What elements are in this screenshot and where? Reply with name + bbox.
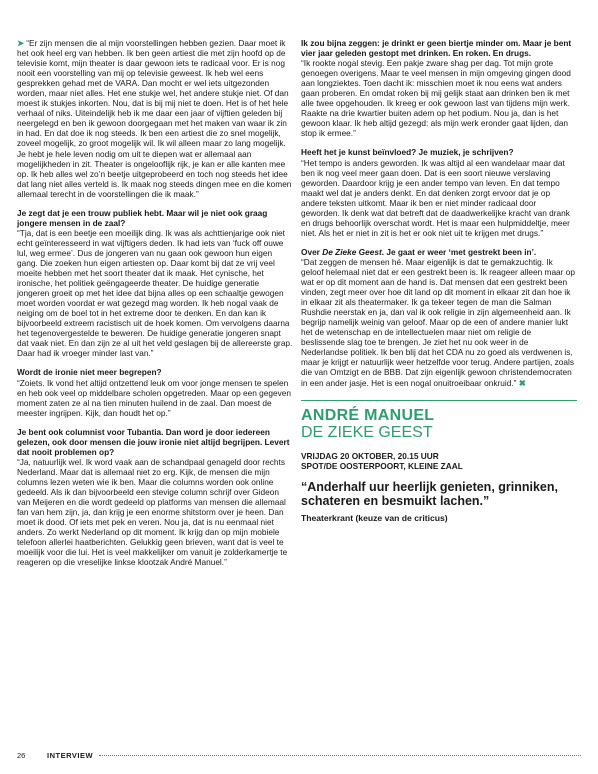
performance-info: VRIJDAG 20 OKTOBER, 20.15 UUR SPOT/DE OOSTERPOORT, KLEINE ZAAL <box>301 450 463 472</box>
end-mark-icon: ✖ <box>518 377 526 388</box>
section-label: INTERVIEW <box>47 751 94 760</box>
show-title-italic: De Zieke Geest <box>322 246 382 257</box>
question: Ik zou bijna zeggen: je drinkt er geen biertje minder om. Maar je bent vier jaar geleden gestopt met drinken. En roken. En drugs. <box>301 38 572 59</box>
left-column <box>17 38 293 576</box>
question: Je bent ook columnist voor Tubantia. Dan word je door iedereen gelezen, ook door mensen die jouw ironie niet altijd begrijpen. Levert dat nooit problemen op? <box>17 426 290 457</box>
answer: “Ik rookte nogal stevig. Een pakje zware shag per dag. Tot mijn grote genoegen overigens. Maar te veel mensen in mijn omgeving gingen dood aan longziektes. Toen dacht ik: misschien moet ik nou eens wat anders gaan proberen. En omdat roken bij mij gelijk staat aan drinken ben ik met alle twee opgehouden. Ik kreeg er ook gewoon last van tijdens mijn werk. Raakte na drie kwartier buiten adem op het podium. Nou ja, dan is het gewoon klaar. Ik heb altijd gezegd: als mijn werk eronder gaat lijden, dan stop ik ermee.” <box>301 58 571 139</box>
show-title: DE ZIEKE GEEST <box>301 423 433 441</box>
answer: “Tja, dat is een beetje een moeilijk ding. Ik was als achttienjarige ook niet echt geïnteresseerd in wat vijftigers deden. Ik had iets van ‘fuck off ouwe lul, weg ermee’. Dus de jongeren van nu gaan ook gewoon hun eigen gang. Die zoeken hun eigen artiesten op. Daar komt bij dat ze vrij veel moeite hebben met het soort theater dat ik maak. Het cynische, het ironische, het politiek geëngageerde theater. De huidige generatie jongeren groeit op met het idee dat bijna alles op een schaaltje gewogen moet worden voordat er wat gezegd mag worden. Ik heb nogal vaak de neiging om de boel tot in het extreme door te denken. En dan kan ik bijvoorbeeld extreem racistisch uit de hoek komen. Om vervolgens daarna het tegenovergestelde te beweren. De huidige generatie jongeren snapt dat vaak niet. En dan zijn ze al uit het veld geslagen bij de allereerste grap. Daar had ik vroeger minder last van.” <box>17 227 293 359</box>
arrow-icon: ➤ <box>17 38 24 48</box>
right-column <box>301 38 577 523</box>
question: Heeft het je kunst beïnvloed? Je muziek, je schrijven? <box>301 147 514 158</box>
infobox-divider <box>301 400 577 401</box>
answer: “Ja, natuurlijk wel. Ik word vaak aan de schandpaal genageld door rechts Nederland. Maar dat is allemaal niet zo erg. Kijk, de mensen die mijn columns lezen weten wie ik ben. Maar die columns worden ook online gedeeld. Als ik dan bijvoorbeeld een stevige column schrijf over Gideon van Meijeren en die wordt gedeeld op platforms van mensen die allemaal fan van hem zijn, ja, dan krijg je een enorme shitstorm over je heen. Dan moet ik dood. Of iets met pek en veren. Nou ja, dat is nu eenmaal niet anders. Zo werkt Nederland op dit moment. Ik krijg dan op mijn mobiele telefoon allerlei haatberichten. Gelukkig geen brieven, want dat is veel te moeilijk voor die lui. Het is veel makkelijker om vanuit je zolderkamertje te reageren op die vreselijke linkse klootzak André Manuel.” <box>17 456 288 568</box>
artist-name: ANDRÉ MANUEL <box>301 406 435 424</box>
question: Wordt de ironie niet meer begrepen? <box>17 367 162 378</box>
page-number: 26 <box>17 751 26 760</box>
intro-paragraph: ➤ “Er zijn mensen die al mijn voorstellingen hebben gezien. Daar moet ik het ook heel erg van hebben. Ik ben geen artiest die met zijn hoofd op de televisie komt, mijn theater is daar gewoon iets te radicaal voor. Er is nog nooit een voorstelling van mij op televisie geweest. Ik heb wel eens gesprekken gehad met de VARA. Dan mocht er wel iets uitgezonden worden, maar niet alles. Het ene stukje wel, het andere stukje niet. Of dan moest ik stukjes inkorten. Nou, dat is bij mij niet te doen. Het is of het hele verhaal of niks. Uiteindelijk heb ik me daar een jaar of vijftien geleden bij neergelegd en ben ik gewoon doorgegaan met het maken van waar ik zin in had. En dat doe ik nog steeds. Ik ben een artiest die zo snel mogelijk, zoveel mogelijk, zo groot mogelijk wil. Ik wil alleen maar zo lang mogelijk. Je hebt je hele leven nodig om uit te diepen wat er allemaal aan mogelijkheden in zit. Theater is ongelooflijk rijk, je kan er alle kanten mee op. Ik heb alles wel zo’n beetje uitgeprobeerd en toch nog steeds het idee dat lang niet alles verteld is. Ik maak nog steeds dingen mee en die komen allemaal terecht in de voorstellingen die ik maak.” <box>17 38 292 199</box>
dotted-rule <box>99 755 581 756</box>
answer: “Zoiets. Ik vond het altijd ontzettend leuk om voor jonge mensen te spelen en heb ook veel op middelbare scholen opgetreden. Maar op een gegeven moment zaten ze al na tien minuten huilend in de zaal. Dan moest de meester ingrijpen. Kijk, dan houdt het op.” <box>17 377 291 418</box>
review-quote: “Anderhalf uur heerlijk genieten, grinniken, schateren en besmuikt lachen.” <box>301 479 558 509</box>
answer: “Het tempo is anders geworden. Ik was altijd al een wandelaar maar dat ben ik nog veel meer gaan doen. Dat is een soort nieuwe verslaving geworden. Daardoor krijg je een ander tempo van leven. En dat tempo maakt wel dat je anders denkt. En dat denken zorgt ervoor dat je op andere teksten uitkomt. Maar ik ben er niet minder radicaal door geworden. Ik denk wat dat betreft dat de daadwerkelijke kracht van drank en drugs behoorlijk overschat wordt. Het is maar een hulpmiddeltje, meer niet. Als het er niet in zit is het er ook niet uit te krijgen met drugs.” <box>301 157 570 238</box>
question: Over De Zieke Geest. Je gaat er weer ‘met gestrekt been in’. <box>301 246 537 257</box>
answer: “Dat zeggen de mensen hé. Maar eigenlijk is dat te gemakzuchtig. Ik geloof helemaal niet dat er een gestrekt been is. Ik reageer alleen maar op wat er op dit moment aan de hand is. Dat mensen dat een gestrekt been vinden, zegt meer over hoe dit land op dit moment in elkaar zit dan hoe ik in elkaar zit als theatermaker. Ik ga tekeer tegen de man die Salman Rushdie neerstak en ja, dan val ik ook religie in zijn algemeenheid aan. Ik begrijp namelijk weinig van geloof. Maar op de een of andere manier lukt het de wetenschap en de intellectuelen maar niet om religie de beslissende slag toe te brengen. Je ziet het nu ook weer in de Nederlandse politiek. Ik ben blij dat het CDA nu zo goed als verdwenen is, maar je krijgt er natuurlijk weer hetzelfde voor terug. Andere partijen, zoals die van Omtzigt en de BBB. Dat zijn eigenlijk gewoon christendemocraten in een ander jasje. Het is een nogal onuitroeibaar onkruid.” ✖ <box>301 256 575 388</box>
infobox <box>301 407 577 523</box>
review-source: Theaterkrant (keuze van de criticus) <box>301 512 448 523</box>
question: Je zegt dat je een trouw publiek hebt. Maar wil je niet ook graag jongere mensen in de zaal? <box>17 207 268 228</box>
